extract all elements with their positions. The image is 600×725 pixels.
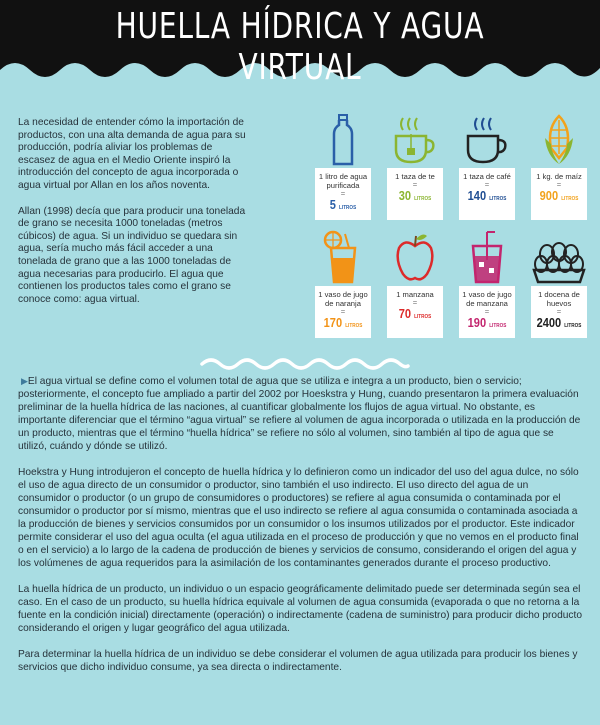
card-label: 1 kg. de maíz [536, 172, 582, 181]
card-unit: LITROS [339, 205, 357, 211]
card-unit: LITROS [414, 314, 432, 320]
card-corn [531, 110, 587, 220]
card-apple [387, 228, 443, 338]
orange-juice-icon [323, 230, 363, 284]
card-label: 1 manzana [396, 290, 434, 299]
card-label: 1 taza de te [395, 172, 435, 181]
intro-paragraph: Allan (1998) decía que para producir una tonelada de grano se necesita 1000 toneladas (metros cúbicos) de agua. Si un individuo se quedara sin agua, sería mucho más fácil acceder a una tonelada de grano que a las 1000 toneladas de agua necesarias para producirlo. El agua que contienen los productos tales como el grano se conoce como: agua virtual. [18, 205, 246, 305]
card-value: 170 [323, 315, 343, 330]
card-equals: = [340, 189, 346, 198]
card-water [315, 110, 371, 220]
card-label: 1 vaso de jugo de manzana [462, 290, 512, 308]
page-title: HUELLA HÍDRICA Y AGUA VIRTUAL [115, 6, 485, 88]
card-value: 190 [467, 315, 487, 330]
body-paragraph: Para determinar la huella hídrica de un individuo se debe considerar el volumen de agua utilizada para producir los bienes y servicios que dicho individuo consume, ya sea directa o indirectamente. [18, 649, 578, 673]
body-paragraph: Hoekstra y Hung introdujeron el concepto de huella hídrica y lo definieron como un indicador del uso del agua dulce, no sólo el uso de agua directo de un consumidor o productor, sino también el uso indirecto. El uso directo del agua de un consumidor o productor (o un grupo de consumidores o productores) se refiere al agua consumida o contaminada por el consumidor o productor por sí mismo, mientras que el uso indirecto se refiere al agua consumida o contaminada asociada a la producción de bienes y servicios consumidos por un consumidor o los insumos utilizados por el productor. Este indicador permite considerar el uso del agua oculta (el agua utilizada en el proceso de producción y que no vemos en el producto final o en el servicio) a lo largo de la cadena de producción de bienes y servicios de consumo, considerando el origen del agua y los volúmenes de agua requeridos para la asimilación de los contaminantes generados durante el proceso productivo. [18, 467, 579, 569]
bottle-icon [331, 114, 355, 166]
body-paragraph: La huella hídrica de un producto, un individuo o un espacio geográficamente delimitado puede ser determinada según sea el caso. En el caso de un producto, su huella hídrica equivale al volumen de agua consumida (evaporada o que no retorna a la fuente en la condición inicial) directamente (operación) o indirectamente (cadena de suministro) para producir dicho producto considerando el origen y lugar geográfico del agua utilizada. [18, 584, 583, 634]
header-banner [0, 0, 600, 92]
body-paragraph-text: El agua virtual se define como el volumen total de agua que se utiliza e integra a un producto, bien o servicio; posteriormente, el concepto fue ampliado a partir del 2002 por Hoeskstra y Hung, cuando presentaron la primera evaluación preliminar de la huella hídrica de las naciones, al cuantificar globalmente los flujos de agua virtual. No obstante, es importante diferenciar que el término “agua virtual” se refiere al volumen de agua incorporada o utilizada en la producción de un producto, mientras que el término “huella hídrica” se refiere no sólo al volumen, sino también al tipo de agua que se utilizó, cuándo y dónde se utilizó. [18, 376, 581, 452]
card-eggs [531, 228, 587, 338]
coffee-cup-icon [465, 116, 509, 166]
card-equals: = [484, 180, 490, 189]
apple-juice-icon [467, 230, 507, 284]
card-value: 2400 [536, 315, 562, 330]
intro-text [18, 117, 250, 306]
card-label: 1 litro de agua purificada [318, 172, 368, 190]
body-text [18, 375, 583, 687]
card-unit: LITROS [414, 196, 432, 202]
card-apple-juice [459, 228, 515, 338]
card-label: 1 taza de café [463, 172, 511, 181]
card-value: 900 [539, 188, 559, 203]
card-equals: = [556, 307, 562, 316]
card-value: 70 [398, 306, 412, 321]
wave-divider [200, 357, 410, 371]
card-equals: = [412, 180, 418, 189]
card-unit: LITROS [564, 323, 582, 329]
card-orange-juice [315, 228, 371, 338]
apple-icon [395, 232, 435, 284]
card-equals: = [484, 307, 490, 316]
card-value: 140 [467, 188, 487, 203]
card-equals: = [412, 298, 418, 307]
body-paragraph [18, 375, 583, 453]
intro-paragraph: La necesidad de entender cómo la importación de productos, con una alta demanda de agua para su producción, podría aliviar los problemas de escasez de agua en el Medio Oriente inspiró la introducción del concepto de agua incorporada o agua virtual por Allan en los años noventa. [18, 117, 246, 191]
card-coffee [459, 110, 515, 220]
card-unit: LITROS [489, 196, 507, 202]
corn-icon [541, 114, 577, 166]
card-label: 1 vaso de jugo de naranja [318, 290, 368, 308]
card-equals: = [556, 180, 562, 189]
card-tea [387, 110, 443, 220]
card-unit: LITROS [345, 323, 363, 329]
card-unit: LITROS [561, 196, 579, 202]
card-value: 30 [398, 188, 412, 203]
card-label: 1 docena de huevos [538, 290, 580, 308]
triangle-bullet-icon: ▶ [21, 376, 28, 386]
card-equals: = [340, 307, 346, 316]
card-value: 5 [329, 197, 336, 212]
eggs-icon [532, 240, 586, 284]
card-unit: LITROS [489, 323, 507, 329]
tea-cup-icon [393, 116, 437, 166]
